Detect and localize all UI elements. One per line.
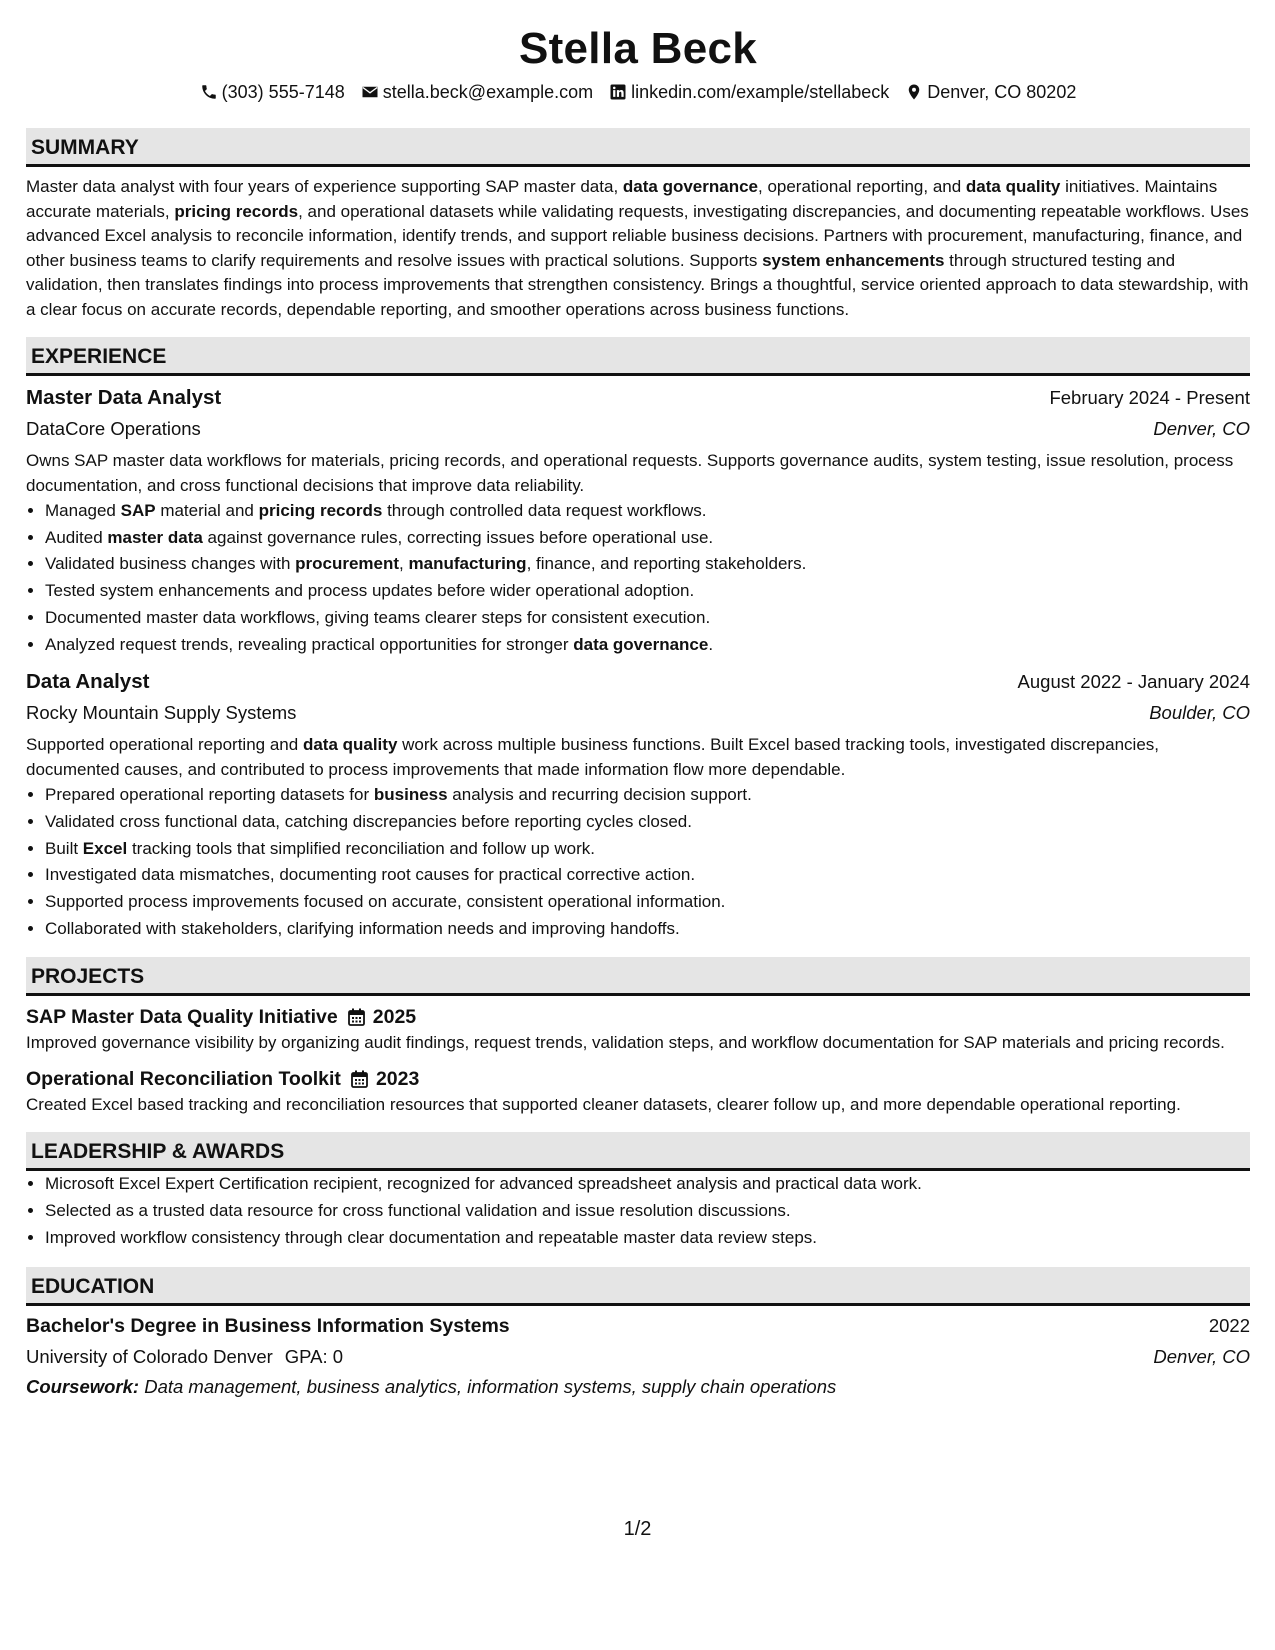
coursework bbox=[26, 1372, 1250, 1402]
coursework-text: Data management, business analytics, information systems, supply chain operations bbox=[144, 1375, 837, 1397]
bold-keyword: master data bbox=[107, 527, 203, 547]
awards-list bbox=[26, 1171, 1250, 1251]
resume-page bbox=[26, 0, 1250, 1402]
job-bullet: • Supported process improvements focused on accurate, consistent operational information. bbox=[45, 889, 1250, 916]
job-bullet: • Collaborated with stakeholders, clarifying information needs and improving handoffs. bbox=[45, 916, 1250, 943]
award-item: • Improved workflow consistency through clear documentation and repeatable master data review steps. bbox=[45, 1225, 1250, 1252]
map-pin-icon bbox=[905, 83, 923, 101]
experience-heading: EXPERIENCE bbox=[26, 337, 1250, 376]
bold-keyword: business bbox=[373, 785, 448, 805]
job-bullet: • Managed SAP material and pricing records through controlled data request workflows. bbox=[45, 498, 1250, 525]
project-title: SAP Master Data Quality Initiative bbox=[26, 1006, 338, 1029]
gpa: GPA: 0 bbox=[284, 1345, 344, 1367]
linkedin-text[interactable]: linkedin.com/example/stellabeck bbox=[631, 82, 890, 102]
project-year: 2025 bbox=[372, 1006, 417, 1029]
bold-keyword: SAP bbox=[120, 501, 156, 520]
bold-keyword: manufacturing bbox=[408, 554, 527, 574]
linkedin-icon bbox=[609, 83, 627, 101]
bold-keyword: Excel bbox=[82, 838, 128, 858]
graduation-year: 2022 bbox=[1208, 1314, 1250, 1336]
education-entry bbox=[26, 1312, 1250, 1402]
job-location: Boulder, CO bbox=[1149, 702, 1250, 724]
project-entry bbox=[26, 1003, 1250, 1056]
bold-keyword: procurement bbox=[295, 554, 400, 574]
job-description: Supported operational reporting and data quality work across multiple business functions. Built Excel based tracking tools, investigated discrepancies, documented causes, and contributed to process improvements that made information flow more dependable. bbox=[26, 735, 1159, 779]
job-dates: August 2022 - January 2024 bbox=[1017, 671, 1250, 693]
bold-keyword: pricing records bbox=[258, 501, 383, 520]
bold-keyword: data quality bbox=[302, 735, 398, 755]
job-bullets bbox=[26, 782, 1250, 942]
summary-text: Master data analyst with four years of experience supporting SAP master data, data governance, operational reporting, and data quality initiatives. Maintains accurate materials, pricing records, and operational datasets while validating requests, investigating discrepancies, and documenting repeatable workflows. Uses advanced Excel analysis to reconcile information, identify trends, and support reliable business decisions. Partners with procurement, manufacturing, finance, and other business teams to clarify requirements and resolve issues with practical solutions. Supports system enhancements through structured testing and validation, then translates findings into process improvements that strengthen consistency. Brings a thoughtful, service oriented approach to data stewardship, with a clear focus on accurate records, dependable reporting, and smoother operations across business functions. bbox=[26, 177, 1249, 319]
project-title: Operational Reconciliation Toolkit bbox=[26, 1067, 341, 1090]
degree-title: Bachelor's Degree in Business Information Systems bbox=[26, 1314, 510, 1337]
contact-linkedin[interactable] bbox=[609, 80, 889, 104]
bold-keyword: system enhancements bbox=[762, 250, 945, 270]
email-text[interactable]: stella.beck@example.com bbox=[382, 82, 594, 102]
job-bullet: • Investigated data mismatches, documenting root causes for practical corrective action. bbox=[45, 862, 1250, 889]
education-heading: EDUCATION bbox=[26, 1267, 1250, 1306]
job-bullet: • Tested system enhancements and process updates before wider operational adoption. bbox=[45, 578, 1250, 605]
job-description: Owns SAP master data workflows for materials, pricing records, and operational requests. Supports governance audits, system testing, issue resolution, process documentation, and cross functional decisions that improve data reliability. bbox=[26, 451, 1234, 495]
school-location: Denver, CO bbox=[1153, 1345, 1250, 1367]
phone-text: (303) 555-7148 bbox=[221, 82, 345, 102]
job-bullet: • Audited master data against governance rules, correcting issues before operational use. bbox=[45, 525, 1250, 552]
job-title: Data Analyst bbox=[26, 670, 150, 694]
job-bullet: • Documented master data workflows, giving teams clearer steps for consistent execution. bbox=[45, 605, 1250, 632]
award-item: • Microsoft Excel Expert Certification recipient, recognized for advanced spreadsheet analysis and practical data work. bbox=[45, 1171, 1250, 1198]
award-item: • Selected as a trusted data resource for cross functional validation and issue resolution discussions. bbox=[45, 1198, 1250, 1225]
school-name: University of Colorado Denver bbox=[26, 1345, 273, 1367]
calendar-icon bbox=[351, 1070, 368, 1088]
project-entry bbox=[26, 1065, 1250, 1118]
candidate-name: Stella Beck bbox=[518, 24, 758, 73]
job-bullet: • Validated business changes with procurement, manufacturing, finance, and reporting stakeholders. bbox=[45, 551, 1250, 578]
page-number: 1/2 bbox=[623, 1518, 652, 1540]
summary-heading: SUMMARY bbox=[26, 128, 1250, 167]
job-dates: February 2024 - Present bbox=[1049, 387, 1250, 408]
bold-keyword: pricing records bbox=[174, 201, 299, 221]
bold-keyword: data governance bbox=[622, 177, 758, 196]
coursework-label: Coursework: bbox=[26, 1375, 140, 1397]
job-title: Master Data Analyst bbox=[26, 386, 222, 409]
job-company: DataCore Operations bbox=[26, 418, 201, 439]
job-location: Denver, CO bbox=[1153, 418, 1250, 439]
project-description: Improved governance visibility by organizing audit findings, request trends, validation steps, and workflow documentation for SAP materials and pricing records. bbox=[26, 1033, 1225, 1053]
job-bullet: • Validated cross functional data, catching discrepancies before reporting cycles closed. bbox=[45, 809, 1250, 836]
phone-icon bbox=[200, 83, 218, 101]
job-bullet: • Built Excel tracking tools that simplified reconciliation and follow up work. bbox=[45, 836, 1250, 863]
location-text: Denver, CO 80202 bbox=[927, 82, 1077, 102]
projects-heading: PROJECTS bbox=[26, 957, 1250, 996]
contact-phone bbox=[200, 80, 345, 104]
bold-keyword: data governance bbox=[573, 634, 709, 654]
envelope-icon bbox=[361, 83, 379, 101]
contact-location bbox=[905, 80, 1076, 104]
job-bullets bbox=[26, 498, 1250, 658]
calendar-icon bbox=[348, 1008, 365, 1026]
school-line bbox=[26, 1343, 343, 1371]
contact-email[interactable] bbox=[361, 80, 593, 104]
project-year: 2023 bbox=[375, 1067, 420, 1090]
project-description: Created Excel based tracking and reconciliation resources that supported cleaner datasets, clearer follow up, and more dependable operational reporting. bbox=[26, 1094, 1181, 1114]
job-bullet: • Analyzed request trends, revealing practical opportunities for stronger data governance. bbox=[45, 632, 1250, 659]
job-bullet: • Prepared operational reporting datasets for business analysis and recurring decision support. bbox=[45, 782, 1250, 809]
job-company: Rocky Mountain Supply Systems bbox=[26, 702, 297, 724]
awards-heading: LEADERSHIP & AWARDS bbox=[26, 1132, 1250, 1171]
job-entry bbox=[26, 668, 1250, 942]
bold-keyword: data quality bbox=[965, 177, 1061, 196]
contact-bar bbox=[26, 80, 1250, 104]
job-entry bbox=[26, 384, 1250, 658]
